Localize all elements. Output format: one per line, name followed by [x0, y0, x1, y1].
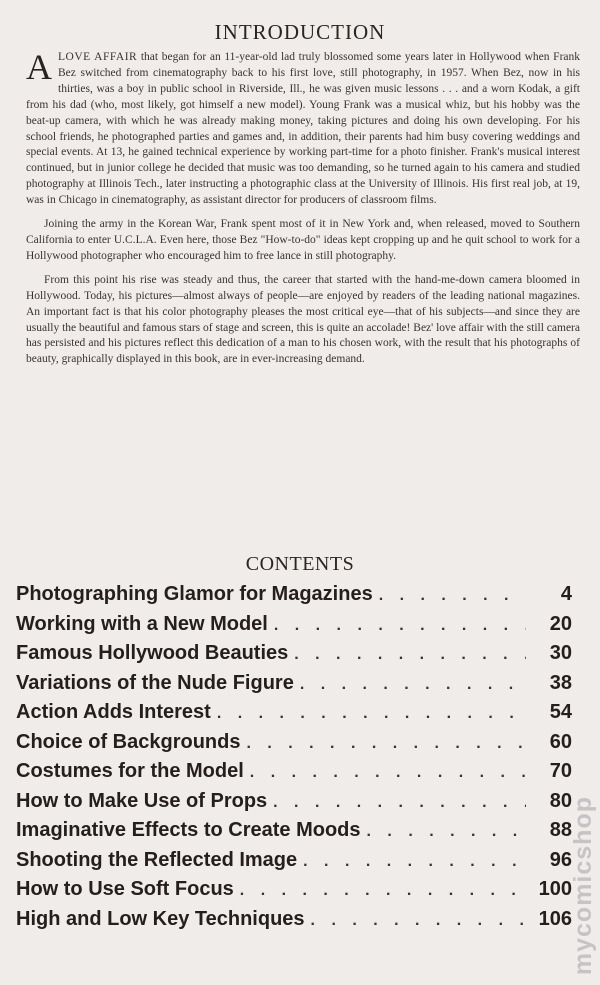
toc-entry-page: 30: [549, 642, 572, 664]
toc-entry: [16, 642, 572, 672]
toc-entry-title: Shooting the Reflected Image: [16, 848, 298, 871]
contents-heading: CONTENTS: [245, 553, 355, 575]
toc-entry: [16, 908, 572, 938]
toc-entry-title: High and Low Key Techniques: [16, 907, 305, 930]
toc-entry: [16, 878, 572, 908]
dot-leader: [273, 794, 526, 812]
intro-paragraph-2: Joining the army in the Korean War, Frank spent most of it in New York and, when released, moved to Southern California to enter U.C.L.A. Even here, those Bez "How-to-do" ideas kept cropping up and he quit school to work for a Hollywood photographer who encouraged him to free lance in still photography.: [26, 218, 580, 262]
drop-cap: A: [26, 47, 52, 87]
toc-entry-page: 70: [549, 760, 572, 782]
toc-entry-page: 38: [549, 671, 572, 694]
toc-entry-title: Costumes for the Model: [16, 760, 244, 782]
toc-entry: [16, 672, 572, 702]
dot-leader: [303, 853, 526, 871]
toc-entry: [16, 583, 572, 613]
dot-leader: [240, 882, 526, 900]
toc-entry-title: How to Use Soft Focus: [16, 878, 234, 900]
introduction-body: [26, 47, 580, 376]
toc-entry-title: Imaginative Effects to Create Moods: [16, 819, 361, 841]
toc-entry-title: Variations of the Nude Figure: [16, 671, 294, 694]
toc-entry-page: 100: [538, 878, 572, 900]
toc-entry-page: 60: [549, 730, 572, 753]
dot-leader: [300, 676, 526, 694]
toc-entry-title: Working with a New Model: [16, 612, 268, 635]
dot-leader: [311, 912, 526, 930]
toc-entry-title: Choice of Backgrounds: [16, 730, 241, 753]
toc-entry: [16, 613, 572, 643]
toc-entry: [16, 731, 572, 761]
toc-entry-page: 96: [549, 848, 572, 871]
dot-leader: [379, 587, 526, 605]
dot-leader: [246, 735, 526, 753]
toc-entry: [16, 849, 572, 879]
toc-entry-title: How to Make Use of Props: [16, 789, 268, 812]
intro-paragraph-1-text: that began for an 11-year-old lad truly blossomed some years later in Hollywood when Frank Bez switched from cinematography back to his first love, still photography, in 1957. When Bez, now in his thirties, was a boy in public school in Riverside, Ill., he was given music lessons . . . and a worn Kodak, a gift from his dad (who, most likely, got himself a new model). Young Frank was a musical whiz, but his hobby was the beat-up camera, with which he was already making money, taking pictures and doing his own developing. For his school friends, he photographed parties and games and, in addition, their parents had him busy covering weddings and special events. At 13, he gained technical experience by working part-time for a photo finisher. Frank's musical interest continued, but in junior college he decided that music was too demanding, so he turned again to his camera and studied photography at Illinois Tech., later instructing a photographic class at the University of Illinois. His first real job, at 19, was in Chicago in cinematography, as assistant director for producers of classroom films.: [26, 51, 580, 207]
toc-entry-page: 106: [538, 907, 572, 930]
toc-entry-page: 88: [549, 819, 572, 841]
toc-entry-title: Photographing Glamor for Magazines: [16, 583, 373, 605]
intro-paragraph-1: [26, 47, 580, 209]
dot-leader: [274, 617, 526, 635]
toc-entry-title: Action Adds Interest: [16, 701, 211, 723]
toc-entry: [16, 760, 572, 790]
toc-entry-page: 4: [560, 583, 572, 605]
toc-entry-page: 20: [549, 612, 572, 635]
dot-leader: [294, 646, 526, 664]
dot-leader: [367, 823, 526, 841]
toc-entry-page: 54: [549, 701, 572, 723]
toc-entry-page: 80: [549, 789, 572, 812]
watermark-text: mycomicshop: [569, 795, 597, 975]
toc-entry: [16, 790, 572, 820]
dot-leader: [250, 764, 526, 782]
introduction-heading: INTRODUCTION: [214, 20, 386, 44]
toc-entry: [16, 819, 572, 849]
dot-leader: [217, 705, 526, 723]
toc-entry-title: Famous Hollywood Beauties: [16, 642, 289, 664]
toc-entry: [16, 701, 572, 731]
table-of-contents: [16, 583, 572, 937]
intro-paragraph-3: From this point his rise was steady and thus, the career that started with the hand-me-down camera bloomed in Hollywood. Today, his pictures—almost always of people—are enjoyed by readers of the leading national magazines. An important fact is that his color photography pleases the most critical eye—that of his subjects—and since they are usually the beautiful and famous stars of stage and screen, this is quite an accolade! Bez' love affair with the still camera has persisted and his pictures reflect this dedication of a man to his chosen work, with the result that his photographs of beauty, graphically displayed in this book, are in ever-increasing demand.: [26, 273, 580, 366]
lead-in: LOVE AFFAIR: [58, 51, 138, 63]
